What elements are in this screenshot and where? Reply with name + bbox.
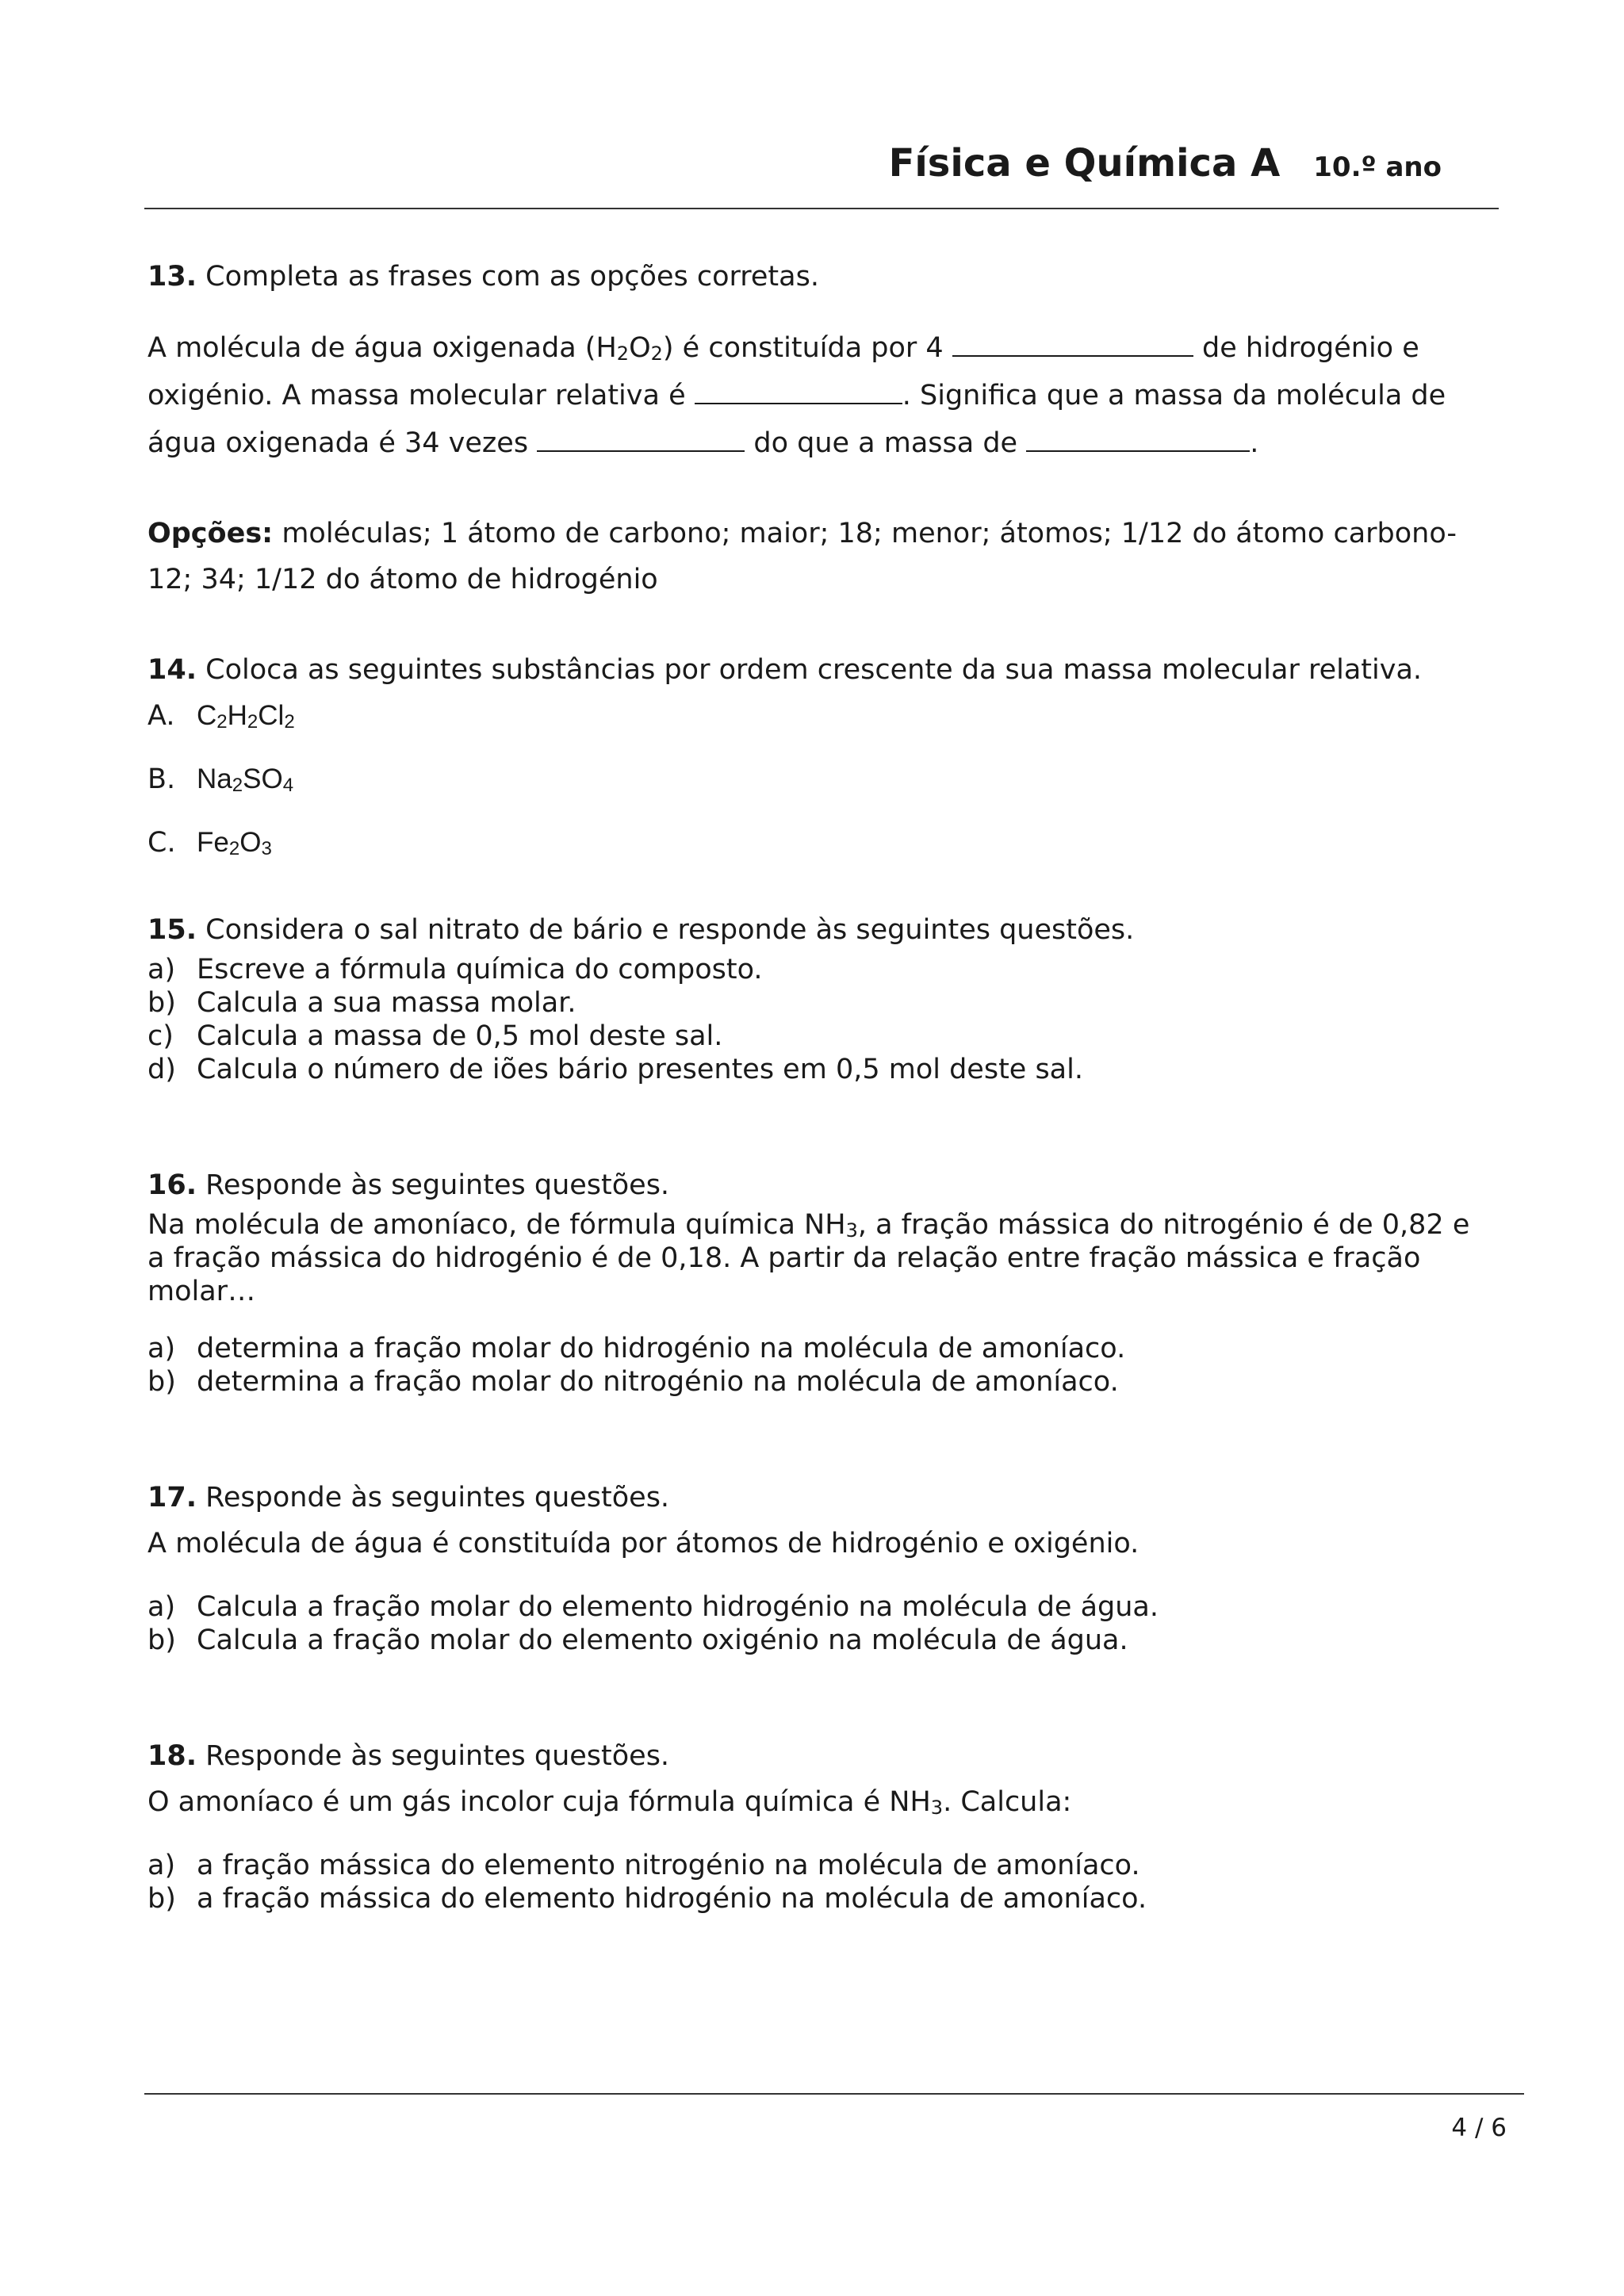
text-segment: oxigénio. A massa molecular relativa é (147, 380, 686, 411)
question-15 (147, 907, 1488, 1086)
text-segment: O (629, 332, 651, 364)
substance-option (147, 693, 1488, 739)
header-divider (144, 208, 1499, 209)
substance-option (147, 820, 1488, 866)
question-number: 17. (147, 1482, 197, 1513)
question-prompt: Responde às seguintes questões. (205, 1169, 670, 1201)
text-segment: do que a massa de (753, 427, 1018, 459)
answer-blank[interactable] (1026, 419, 1250, 452)
options-text: 12; 34; 1/12 do átomo de hidrogénio (147, 564, 658, 595)
question-prompt: Considera o sal nitrato de bário e responde às seguintes questões. (205, 914, 1135, 946)
option-label: A. (147, 700, 175, 732)
sub-question: b) determina a fração molar do nitrogénio na molécula de amoníaco. (147, 1366, 1119, 1398)
chemical-formula: $Na_2SO_4$ (197, 763, 294, 796)
question-16 (147, 1162, 1488, 1399)
sub-question: c) Calcula a massa de 0,5 mol deste sal. (147, 1020, 723, 1052)
fill-in-text: A molécula de água oxigenada $(H_2O_2)$ é constituída por 4 de hidrogénio e oxigénio. A massa molecular relativa é . Significa que a massa da molécula de água oxigenada é 34 vezes do que a massa de . (147, 323, 1488, 466)
question-number: 18. (147, 1740, 197, 1772)
question-number: 14. (147, 654, 197, 686)
question-18 (147, 1733, 1488, 1915)
question-intro: Na molécula de amoníaco, de fórmula química $NH_3$, a fração mássica do nitrogénio é de 0,82 e a fração mássica do hidrogénio é de 0,18. A partir da relação entre fração mássica e fração molar… (147, 1209, 1470, 1307)
answer-blank[interactable] (695, 371, 902, 404)
text-segment: A molécula de água oxigenada (H (147, 332, 617, 364)
question-17 (147, 1475, 1488, 1657)
option-label: C. (147, 827, 176, 859)
text-segment: ) é constituída por 4 (662, 332, 944, 364)
question-number: 15. (147, 914, 197, 946)
answer-blank[interactable] (952, 323, 1193, 357)
question-13 (147, 254, 1488, 603)
chemical-formula: $Fe_2O_3$ (197, 827, 272, 859)
question-prompt: Completa as frases com as opções corretas. (205, 261, 819, 293)
question-prompt: Responde às seguintes questões. (205, 1482, 670, 1513)
sub-question: a) determina a fração molar do hidrogénio na molécula de amoníaco. (147, 1333, 1126, 1364)
question-prompt: Responde às seguintes questões. (205, 1740, 670, 1772)
substance-option (147, 756, 1488, 802)
answer-blank[interactable] (537, 419, 745, 452)
text-segment: de hidrogénio e (1201, 332, 1419, 364)
sub-question: d) Calcula o número de iões bário presentes em 0,5 mol deste sal. (147, 1054, 1083, 1085)
grade-label: 10.º ano (1313, 151, 1442, 183)
question-intro: A molécula de água é constituída por átomos de hidrogénio e oxigénio. (147, 1528, 1139, 1559)
worksheet-content (147, 254, 1488, 1915)
question-intro: O amoníaco é um gás incolor cuja fórmula química é $NH_3$. Calcula: (147, 1786, 1072, 1819)
text-segment: água oxigenada é 34 vezes (147, 427, 529, 459)
question-prompt: Coloca as seguintes substâncias por ordem crescente da sua massa molecular relativa. (205, 654, 1423, 686)
page-header (889, 141, 1442, 186)
chemical-formula: $C_2H_2Cl_2$ (197, 700, 295, 733)
text-segment: . Significa que a massa da molécula de (902, 380, 1446, 411)
sub-question: b) Calcula a sua massa molar. (147, 987, 576, 1019)
sub-question: b) Calcula a fração molar do elemento oxigénio na molécula de água. (147, 1624, 1128, 1656)
question-number: 13. (147, 261, 197, 293)
options-list (147, 511, 1488, 603)
sub-question: a) Escreve a fórmula química do composto. (147, 954, 763, 985)
question-14 (147, 647, 1488, 866)
options-label: Opções: (147, 518, 274, 549)
sub-question: a) Calcula a fração molar do elemento hidrogénio na molécula de água. (147, 1591, 1159, 1623)
options-text: moléculas; 1 átomo de carbono; maior; 18; menor; átomos; 1/12 do átomo carbono- (282, 518, 1457, 549)
question-number: 16. (147, 1169, 197, 1201)
text-segment: . (1250, 427, 1259, 459)
option-label: B. (147, 763, 176, 795)
subject-title: Física e Química A (888, 141, 1281, 186)
sub-question: a) a fração mássica do elemento nitrogénio na molécula de amoníaco. (147, 1850, 1140, 1881)
sub-question: b) a fração mássica do elemento hidrogénio na molécula de amoníaco. (147, 1883, 1147, 1915)
footer-divider (144, 2093, 1524, 2095)
page-number: 4 / 6 (1451, 2114, 1507, 2142)
